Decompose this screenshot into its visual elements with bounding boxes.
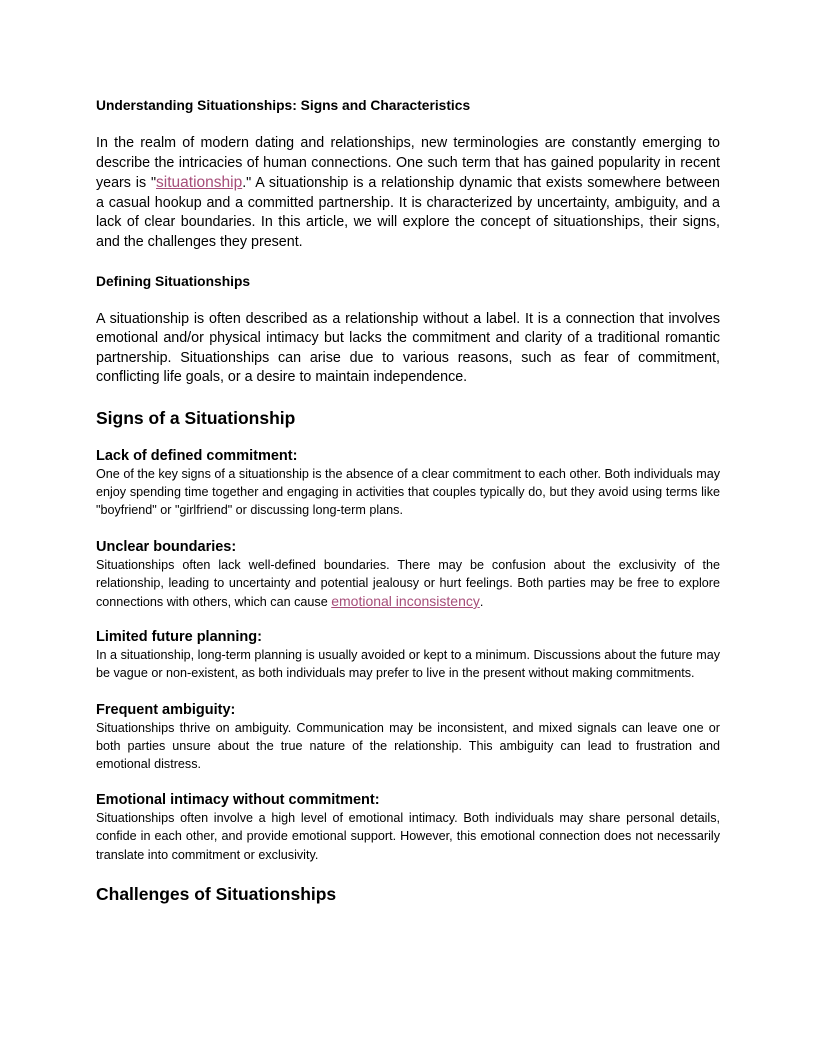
sign-body (96, 556, 720, 612)
intro-text-before-link: In the realm of modern dating and relationships, new terminologies are constantly emerging to describe the intricacies of human connections. One such term that has gained popularity in recent years is " (96, 135, 720, 192)
defining-paragraph: A situationship is often described as a relationship without a label. It is a connection that involves emotional and/or physical intimacy but lacks the commitment and clarity of a traditional romantic partnership. Situationships can arise due to various reasons, such as fear of commitment, conflicting life goals, or a desire to maintain independence. (96, 310, 720, 386)
sign-body-before-link: Situationships often lack well-defined boundaries. There may be confusion about the exclusivity of the relationship, leading to uncertainty and potential jealousy or hurt feelings. Both parties may be free to explore connections with others, which can cause (96, 557, 720, 609)
sign-heading: Unclear boundaries: (96, 538, 237, 555)
document-content (96, 96, 720, 905)
sign-item (96, 448, 720, 520)
situationship-link[interactable]: situationship (156, 174, 243, 192)
intro-paragraph (96, 134, 720, 253)
document-title: Understanding Situationships: Signs and Characteristics (96, 98, 471, 113)
sign-heading: Frequent ambiguity: (96, 701, 236, 718)
sign-item (96, 539, 720, 612)
sign-body-after-link: . (479, 594, 484, 609)
sign-body: One of the key signs of a situationship is the absence of a clear commitment to each other. Both individuals may enjoy spending time together and engaging in activities that couples typically do, but they avoid using terms like "boyfriend" or "girlfriend" or discussing long-term plans. (96, 466, 720, 518)
sign-body: Situationships often involve a high level of emotional intimacy. Both individuals may share personal details, confide in each other, and provide emotional support. However, this emotional connection does not necessarily translate into commitment or exclusivity. (96, 811, 720, 862)
sign-heading: Limited future planning: (96, 629, 262, 646)
sign-heading: Lack of defined commitment: (96, 447, 298, 464)
emotional-inconsistency-link[interactable]: emotional inconsistency (331, 592, 480, 609)
sign-item (96, 702, 720, 774)
defining-heading: Defining Situationships (96, 273, 251, 289)
sign-heading: Emotional intimacy without commitment: (96, 792, 380, 809)
signs-heading: Signs of a Situationship (96, 407, 296, 428)
sign-item (96, 792, 720, 864)
sign-body: Situationships thrive on ambiguity. Communication may be inconsistent, and mixed signals can leave one or both parties unsure about the true nature of the relationship. This ambiguity can lead to frustration and emotional distress. (96, 720, 720, 771)
challenges-heading: Challenges of Situationships (96, 883, 337, 904)
sign-item (96, 629, 720, 682)
sign-body: In a situationship, long-term planning is usually avoided or kept to a minimum. Discussions about the future may be vague or non-existent, as both individuals may prefer to live in the present without making commitments. (96, 648, 720, 681)
intro-text-after-link: ." A situationship is a relationship dynamic that exists somewhere between a casual hookup and a committed partnership. It is characterized by uncertainty, ambiguity, and a lack of clear boundaries. In this article, we will explore the concept of situationships, their signs, and the challenges they present. (96, 175, 720, 250)
